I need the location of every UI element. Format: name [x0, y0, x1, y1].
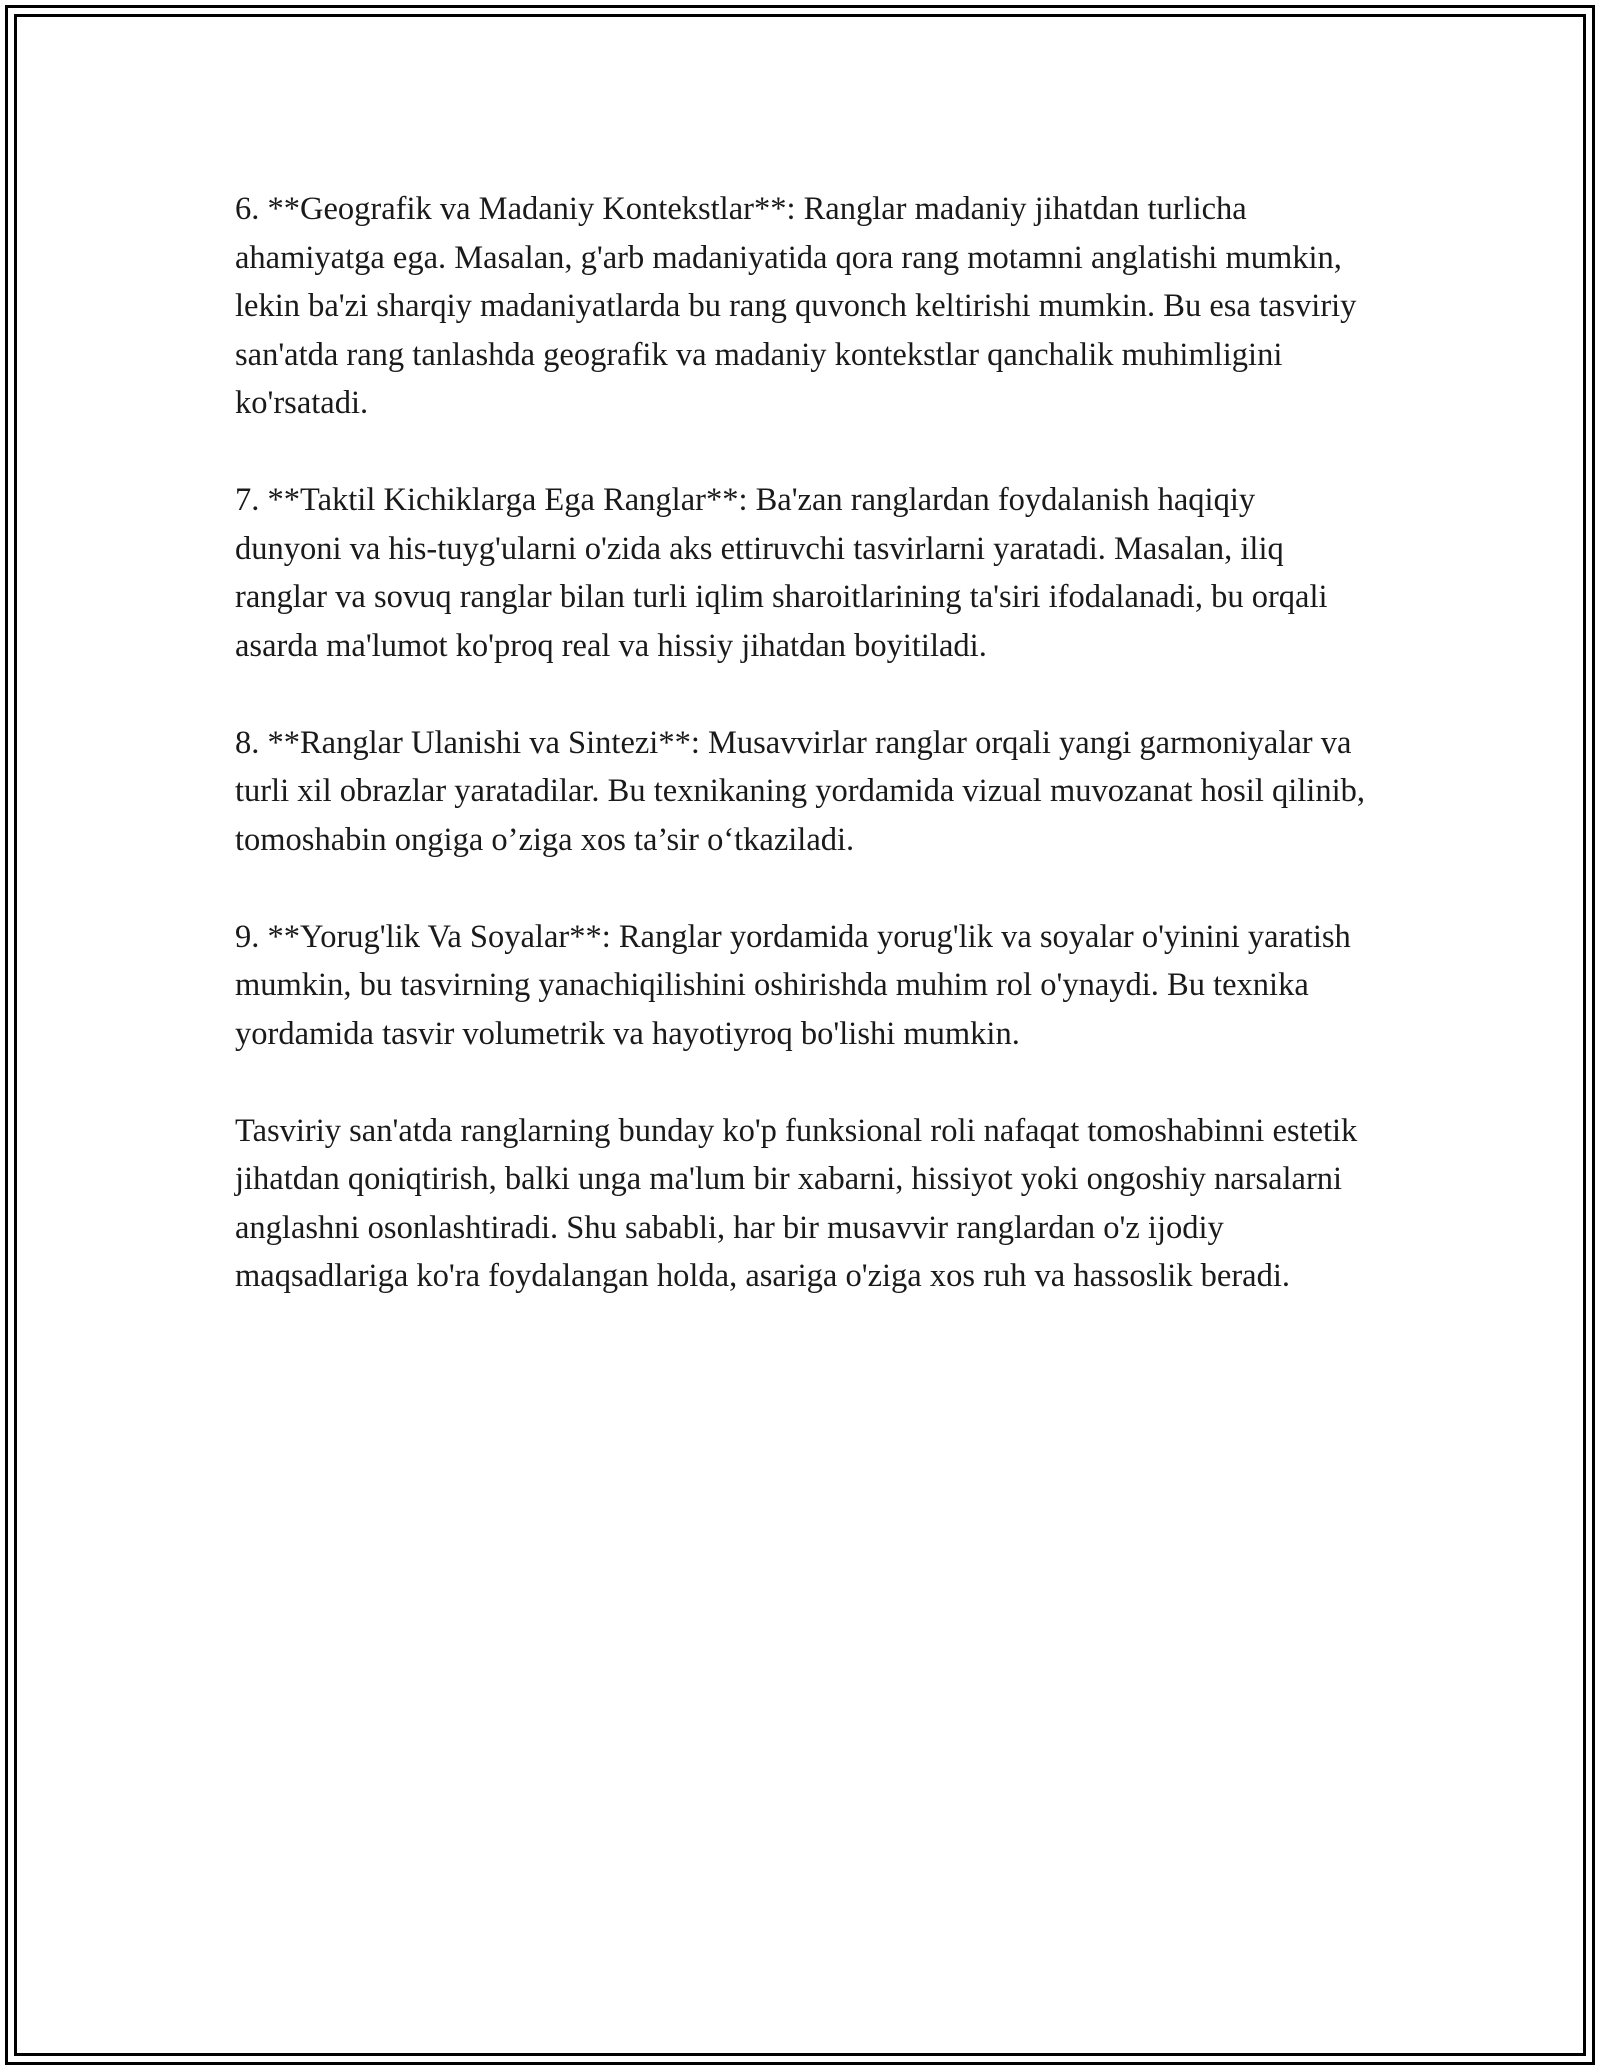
document-body [235, 185, 1365, 1349]
paragraph-color-synthesis: 8. **Ranglar Ulanishi va Sintezi**: Musavvirlar ranglar orqali yangi garmoniyalar va turli xil obrazlar yaratadilar. Bu texnikaning yordamida vizual muvozanat hosil qilinib, tomoshabin ongiga o’ziga xos ta’sir o‘tkaziladi. [235, 724, 1365, 858]
paragraph-light-and-shadow: 9. **Yorug'lik Va Soyalar**: Ranglar yordamida yorug'lik va soyalar o'yinini yaratish mumkin, bu tasvirning yanachiqilishini oshirishda muhim rol o'ynaydi. Bu texnika yordamida tasvir volumetrik va hayotiyroq bo'lishi mumkin. [235, 918, 1351, 1052]
paragraph-conclusion: Tasviriy san'atda ranglarning bunday ko'p funksional roli nafaqat tomoshabinni estetik jihatdan qoniqtirish, balki unga ma'lum bir xabarni, hissiyot yoki ongoshiy narsalarni anglashni osonlashtiradi. Shu sababli, har bir musavvir ranglardan o'z ijodiy maqsadlariga ko'ra foydalangan holda, asariga o'ziga xos ruh va hassoslik beradi. [235, 1112, 1358, 1294]
paragraph-tactile-colors: 7. **Taktil Kichiklarga Ega Ranglar**: Ba'zan ranglardan foydalanish haqiqiy dunyoni va his-tuyg'ularni o'zida aks ettiruvchi tasvirlarni yaratadi. Masalan, iliq ranglar va sovuq ranglar bilan turli iqlim sharoitlarining ta'siri ifodalanadi, bu orqali asarda ma'lumot ko'proq real va hissiy jihatdan boyitiladi. [235, 482, 1328, 664]
paragraph-geographic-cultural-contexts: 6. **Geografik va Madaniy Kontekstlar**: Ranglar madaniy jihatdan turlicha ahamiyatga ega. Masalan, g'arb madaniyatida qora rang motamni anglatishi mumkin, lekin ba'zi sharqiy madaniyatlarda bu rang quvonch keltirishi mumkin. Bu esa tasviriy san'atda rang tanlashda geografik va madaniy kontekstlar qanchalik muhimligini ko'rsatadi. [235, 191, 1357, 421]
